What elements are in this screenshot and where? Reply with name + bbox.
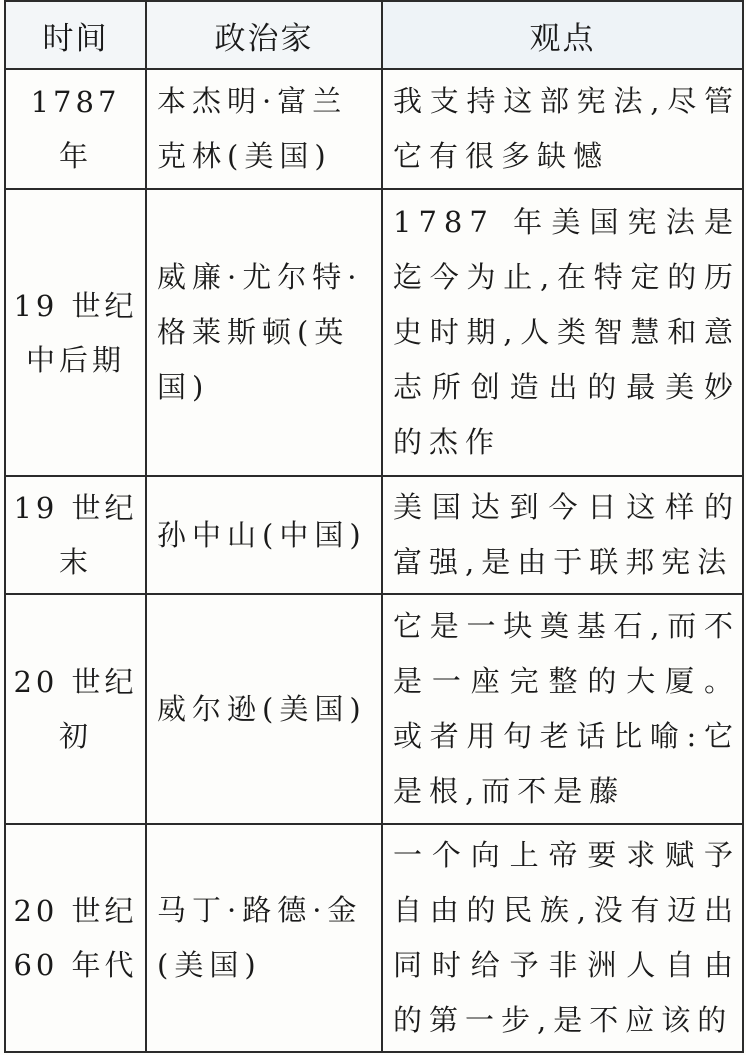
row-time: 19 世纪末 — [5, 476, 146, 594]
row-politician: 本杰明·富兰克林(美国) — [146, 69, 382, 189]
table-row — [5, 189, 743, 476]
row-politician: 孙中山(中国) — [146, 476, 382, 594]
row-politician: 威廉·尤尔特·格莱斯顿(英国) — [146, 189, 382, 476]
header-viewpoint: 观点 — [382, 1, 743, 69]
table-row — [5, 69, 743, 189]
row-time: 20 世纪初 — [5, 594, 146, 824]
header-row — [5, 1, 743, 69]
row-viewpoint: 一个向上帝要求赋予自由的民族,没有迈出同时给予非洲人自由的第一步,是不应该的 — [382, 824, 743, 1052]
header-time: 时间 — [5, 1, 146, 69]
row-time: 20 世纪 60 年代 — [5, 824, 146, 1052]
row-viewpoint: 1787 年美国宪法是迄今为止,在特定的历史时期,人类智慧和意志所创造出的最美妙的杰作 — [382, 189, 743, 476]
row-viewpoint: 它是一块奠基石,而不是一座完整的大厦。或者用句老话比喻:它是根,而不是藤 — [382, 594, 743, 824]
table-row — [5, 476, 743, 594]
row-viewpoint: 美国达到今日这样的富强,是由于联邦宪法 — [382, 476, 743, 594]
politicians-views-table — [4, 0, 744, 1053]
row-viewpoint: 我支持这部宪法,尽管它有很多缺憾 — [382, 69, 743, 189]
row-time: 19 世纪中后期 — [5, 189, 146, 476]
table-row — [5, 824, 743, 1052]
row-time: 1787 年 — [5, 69, 146, 189]
table-row — [5, 594, 743, 824]
table-body — [5, 69, 743, 1052]
row-politician: 马丁·路德·金(美国) — [146, 824, 382, 1052]
header-politician: 政治家 — [146, 1, 382, 69]
row-politician: 威尔逊(美国) — [146, 594, 382, 824]
table-header — [5, 1, 743, 69]
